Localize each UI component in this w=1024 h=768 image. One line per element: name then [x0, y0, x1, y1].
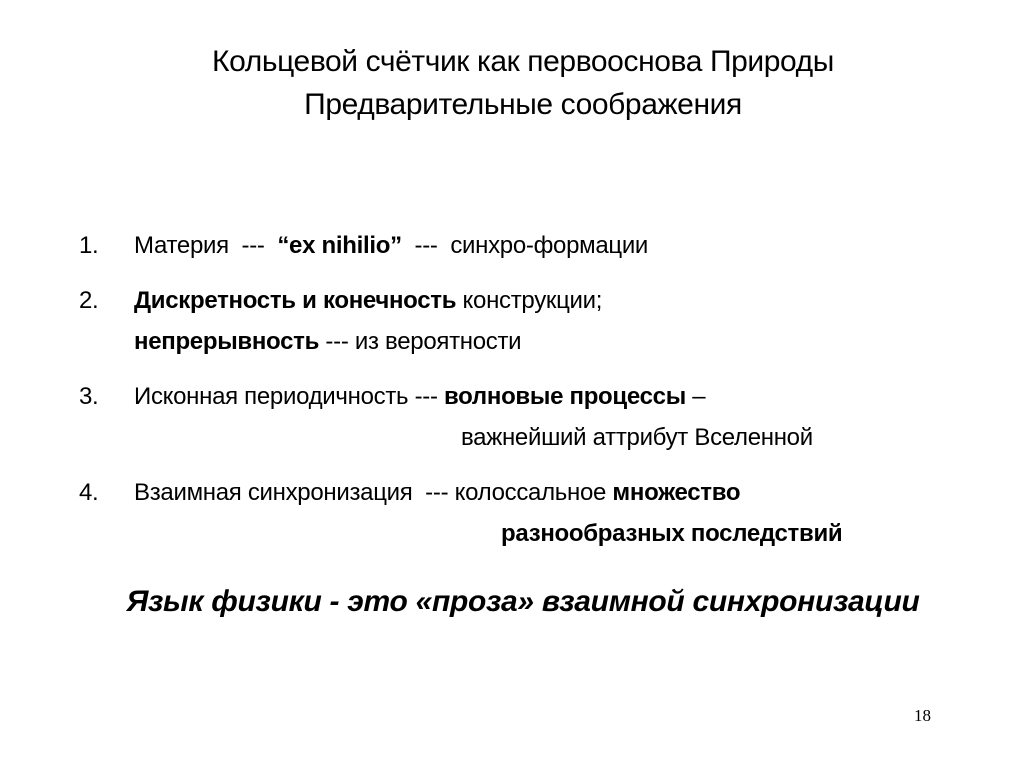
list-item-3-text-2: –	[685, 383, 706, 410]
list-item-2-line-2	[134, 328, 521, 356]
list-item-2-bold: Дискретность и конечность	[134, 287, 457, 314]
list-item-4-line-1	[134, 479, 740, 507]
list-item-4-number: 4.	[79, 479, 99, 506]
title-line-2: Предварительные соображения	[304, 88, 742, 121]
list-item-3-number: 3.	[79, 383, 99, 410]
list-item-4-bold: множество	[612, 479, 741, 506]
list-item-1-line-1	[134, 232, 648, 260]
list-item-2-number: 2.	[79, 287, 99, 314]
list-item-2-text-2: --- из вероятности	[319, 328, 522, 355]
list-item-3-text: Исконная периодичность ---	[134, 383, 445, 410]
list-item-1-text-2: --- синхро-формации	[401, 232, 649, 259]
list-item-3-bold: волновые процессы	[444, 383, 686, 410]
list-item-3-line-2: важнейший аттрибут Вселенной	[461, 424, 813, 451]
title-line-1: Кольцевой счётчик как первооснова Природы	[212, 45, 834, 78]
list-item-2-line-1	[134, 287, 602, 315]
page-number: 18	[914, 706, 931, 725]
tagline: Язык физики - это «проза» взаимной синхронизации	[126, 585, 920, 618]
list-item-4-line-2: разнообразных последствий	[501, 520, 843, 547]
list-item-1-text: Материя ---	[134, 232, 278, 259]
list-item-3-line-1	[134, 383, 705, 411]
list-item-1-number: 1.	[79, 232, 99, 259]
list-item-4-text: Взаимная синхронизация --- колоссальное	[134, 479, 613, 506]
list-item-1-bold: “ex nihilio”	[277, 232, 402, 259]
list-item-2-bold-2: непрерывность	[134, 328, 320, 355]
list-item-2-text: конструкции;	[456, 287, 603, 314]
